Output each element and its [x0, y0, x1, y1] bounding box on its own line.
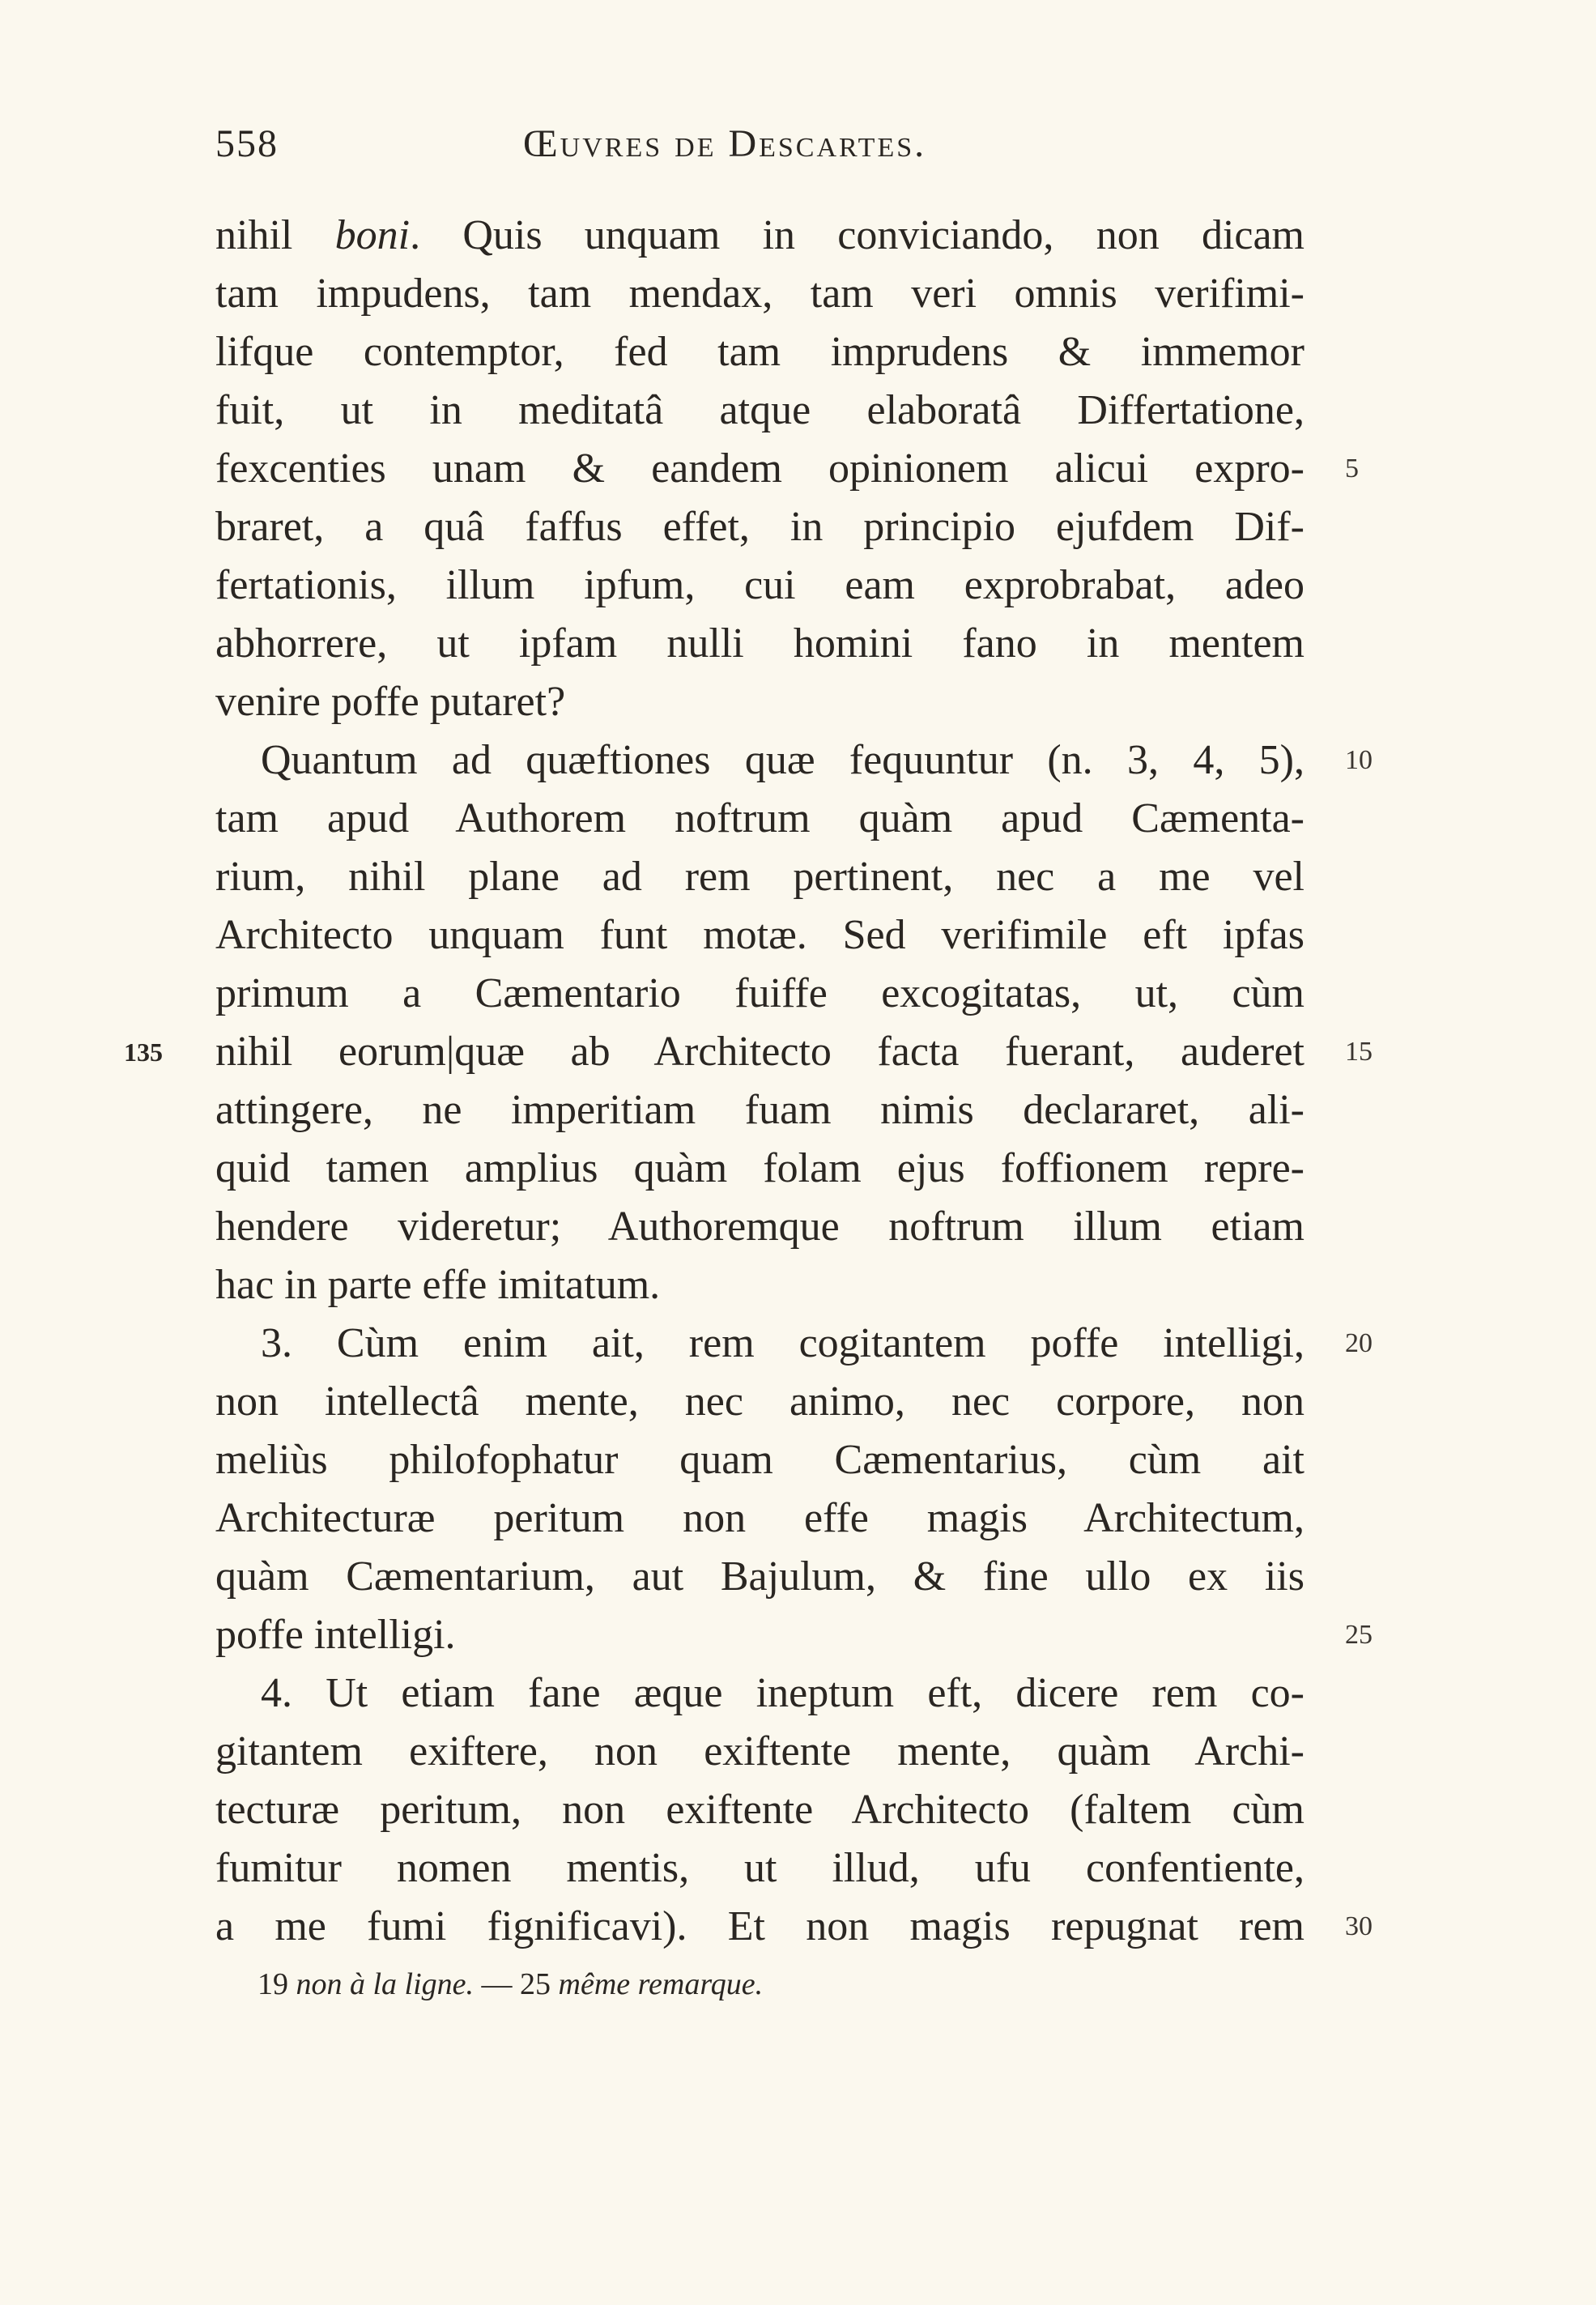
line-text: fexcenties unam & eandem opinionem alicui expro-	[215, 445, 1304, 492]
text-line	[215, 440, 1359, 498]
line-number: 20	[1345, 1328, 1373, 1358]
line-text: hac in parte effe imitatum.	[215, 1262, 661, 1308]
line-text: hendere videretur; Authoremque noftrum illum etiam	[215, 1204, 1304, 1250]
line-text: fuit, ut in meditatâ atque elaboratâ Differtatione,	[215, 387, 1304, 433]
text-line	[124, 1023, 1373, 1081]
text-line	[215, 848, 1304, 906]
line-text: rium, nihil plane ad rem pertinent, nec a me vel	[215, 854, 1304, 900]
text-line	[215, 1898, 1373, 1956]
text-line	[215, 323, 1304, 381]
text-line	[215, 1548, 1304, 1606]
line-text: venire poffe putaret?	[215, 679, 566, 725]
page-header	[215, 121, 1309, 178]
line-text: non intellectâ mente, nec animo, nec corpore, non	[215, 1378, 1304, 1425]
line-number: 10	[1345, 745, 1373, 775]
text-line	[215, 1314, 1373, 1373]
line-text: primum a Cæmentario fuiffe excogitatas, ut, cùm	[215, 970, 1304, 1016]
line-text: gitantem exiftere, non exiftente mente, quàm Archi-	[215, 1728, 1304, 1775]
line-text: braret, a quâ faffus effet, in principio ejufdem Dif-	[215, 504, 1304, 550]
line-text: poffe intelligi.	[215, 1612, 456, 1658]
text-line	[215, 790, 1304, 848]
text-line	[215, 965, 1304, 1023]
text-line	[215, 1839, 1304, 1898]
text-line	[215, 1373, 1304, 1431]
text-line	[215, 673, 1304, 731]
text-line	[215, 906, 1304, 965]
line-text: Architecturæ peritum non effe magis Architectum,	[215, 1495, 1304, 1541]
text-line	[215, 1140, 1304, 1198]
line-text: Architecto unquam funt motæ. Sed verifimile eft ipfas	[215, 912, 1304, 958]
text-line	[215, 556, 1304, 615]
footnote-text-2: même remarque.	[558, 1967, 764, 2001]
text-line	[215, 1489, 1304, 1548]
text-line	[215, 498, 1304, 556]
line-number: 5	[1345, 454, 1359, 484]
line-text: attingere, ne imperitiam fuam nimis declararet, ali-	[215, 1087, 1304, 1133]
page-number: 558	[215, 122, 279, 165]
line-text: fumitur nomen mentis, ut illud, ufu confentiente,	[215, 1845, 1304, 1891]
text-line	[215, 265, 1304, 323]
text-line	[215, 1431, 1304, 1489]
text-line	[215, 1081, 1304, 1140]
line-text: 3. Cùm enim ait, rem cogitantem poffe intelligi,	[261, 1320, 1304, 1366]
line-text: meliùs philofophatur quam Cæmentarius, cùm ait	[215, 1437, 1304, 1483]
text-line	[215, 731, 1373, 790]
line-text: tecturæ peritum, non exiftente Architecto (faltem cùm	[215, 1787, 1304, 1833]
text-line	[215, 1198, 1304, 1256]
line-text: Quantum ad quæftiones quæ fequuntur (n. 3, 4, 5),	[261, 737, 1304, 783]
line-text: a me fumi fignificavi). Et non magis repugnat rem	[215, 1903, 1304, 1949]
line-number: 25	[1345, 1620, 1373, 1650]
text-line	[215, 207, 1304, 265]
text-line	[215, 1606, 1373, 1664]
line-text: quàm Cæmentarium, aut Bajulum, & fine ullo ex iis	[215, 1553, 1304, 1600]
line-number: 30	[1345, 1911, 1373, 1941]
footnote	[257, 1960, 763, 2009]
footnote-line-ref-2: 25	[520, 1967, 551, 2001]
line-text: abhorrere, ut ipfam nulli homini fano in mentem	[215, 620, 1304, 667]
running-title: Œuvres de Descartes.	[523, 122, 927, 165]
text-line	[215, 1781, 1304, 1839]
footnote-line-ref-1: 19	[257, 1967, 288, 2001]
text-line	[215, 1256, 1304, 1314]
footnote-text-1: non à la ligne.	[296, 1967, 475, 2001]
footnote-separator: —	[481, 1967, 513, 2001]
line-text: lifque contemptor, fed tam imprudens & immemor	[215, 329, 1304, 375]
text-line	[215, 1664, 1304, 1723]
line-text: quid tamen amplius quàm folam ejus foffionem repre-	[215, 1145, 1304, 1191]
line-text: nihil boni. Quis unquam in conviciando, non dicam	[215, 212, 1305, 258]
line-text: 4. Ut etiam fane æque ineptum eft, dicere rem co-	[261, 1670, 1304, 1716]
line-text: nihil eorum|quæ ab Architecto facta fuerant, auderet	[215, 1029, 1304, 1075]
margin-page-reference: 135	[124, 1037, 163, 1067]
text-line	[215, 615, 1304, 673]
line-text: tam impudens, tam mendax, tam veri omnis verifimi-	[215, 271, 1304, 317]
text-line	[215, 381, 1304, 440]
body-text	[124, 207, 1373, 1956]
text-line	[215, 1723, 1304, 1781]
line-text: tam apud Authorem noftrum quàm apud Cæmenta-	[215, 795, 1304, 841]
line-text: fertationis, illum ipfum, cui eam exprobrabat, adeo	[215, 562, 1304, 608]
line-number: 15	[1345, 1037, 1373, 1067]
